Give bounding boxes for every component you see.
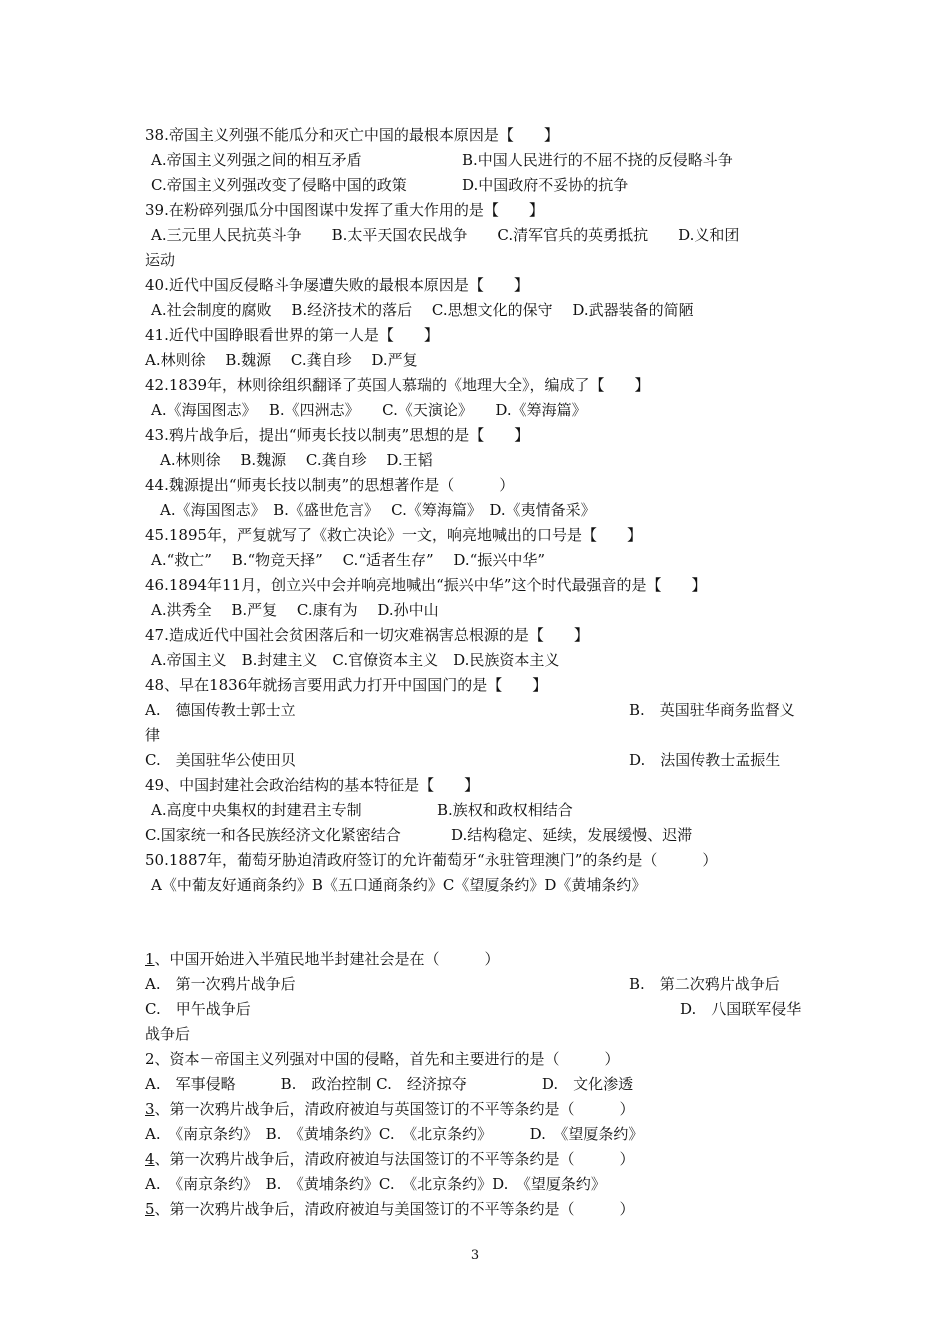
question-b1-text: 、中国开始进入半殖民地半封建社会是在（ ） bbox=[154, 950, 500, 968]
question-48-option-b-wrap: 律 bbox=[145, 726, 161, 744]
question-38-options-row-2 bbox=[145, 174, 810, 196]
question-b1-option-d-wrap: 战争后 bbox=[145, 1025, 191, 1043]
question-41-stem: 41.近代中国睁眼看世界的第一人是【 】 bbox=[145, 326, 439, 344]
question-b1-option-a: A. 第一次鸦片战争后 bbox=[145, 975, 296, 993]
question-45-stem: 45.1895年，严复就写了《救亡决论》一文，响亮地喊出的口号是【 】 bbox=[145, 526, 643, 544]
question-38-option-a: A.帝国主义列强之间的相互矛盾 bbox=[151, 151, 362, 169]
question-b1-number: 1 bbox=[145, 950, 155, 968]
question-b4-number: 4 bbox=[145, 1150, 155, 1168]
question-43-options: A.林则徐 B.魏源 C.龚自珍 D.王韬 bbox=[160, 451, 433, 469]
question-41-options: A.林则徐 B.魏源 C.龚自珍 D.严复 bbox=[145, 351, 418, 369]
question-b1-option-c: C. 甲午战争后 bbox=[145, 1000, 251, 1018]
question-b2-options: A. 军事侵略 B. 政治控制 C. 经济掠夺 D. 文化渗透 bbox=[145, 1075, 634, 1093]
question-49-stem: 49、中国封建社会政治结构的基本特征是【 】 bbox=[145, 776, 480, 794]
question-b3-number: 3 bbox=[145, 1100, 155, 1118]
question-b5-stem bbox=[145, 1198, 810, 1220]
question-b4-options: A. 《南京条约》 B. 《黄埔条约》C. 《北京条约》D. 《望厦条约》 bbox=[145, 1175, 606, 1193]
question-49-options-row-1 bbox=[145, 799, 810, 821]
question-42-options: A.《海国图志》 B.《四洲志》 C.《天演论》 D.《筹海篇》 bbox=[151, 401, 587, 419]
question-38-stem: 38.帝国主义列强不能瓜分和灭亡中国的最根本原因是【 】 bbox=[145, 126, 559, 144]
question-48-option-b: B. 英国驻华商务监督义 bbox=[629, 701, 795, 719]
question-38-option-d: D.中国政府不妥协的抗争 bbox=[462, 176, 629, 194]
question-b5-number: 5 bbox=[145, 1200, 155, 1218]
question-49-option-d: D.结构稳定、延续，发展缓慢、迟滞 bbox=[451, 826, 693, 844]
page-number: 3 bbox=[470, 1248, 480, 1263]
question-b4-stem bbox=[145, 1148, 810, 1170]
question-48-option-c: C. 美国驻华公使田贝 bbox=[145, 751, 296, 769]
question-b2-stem: 2、资本－帝国主义列强对中国的侵略，首先和主要进行的是（ ） bbox=[145, 1050, 620, 1068]
question-48-option-a: A. 德国传教士郭士立 bbox=[145, 701, 296, 719]
question-b1-options-row-2 bbox=[145, 998, 810, 1020]
question-49-options-row-2 bbox=[145, 824, 810, 846]
question-49-option-a: A.高度中央集权的封建君主专制 bbox=[151, 801, 362, 819]
question-b1-stem bbox=[145, 948, 810, 970]
question-44-stem: 44.魏源提出“师夷长技以制夷”的思想著作是（ ） bbox=[145, 476, 515, 494]
question-b1-option-b: B. 第二次鸦片战争后 bbox=[629, 975, 780, 993]
question-42-stem: 42.1839年，林则徐组织翻译了英国人慕瑞的《地理大全》，编成了【 】 bbox=[145, 376, 650, 394]
question-48-options-row-1 bbox=[145, 699, 810, 721]
question-49-option-b: B.族权和政权相结合 bbox=[437, 801, 573, 819]
question-38-options-row-1 bbox=[145, 149, 810, 171]
question-48-stem: 48、早在1836年就扬言要用武力打开中国国门的是【 】 bbox=[145, 676, 548, 694]
question-39-stem: 39.在粉碎列强瓜分中国图谋中发挥了重大作用的是【 】 bbox=[145, 201, 544, 219]
question-47-options: A.帝国主义 B.封建主义 C.官僚资本主义 D.民族资本主义 bbox=[151, 651, 560, 669]
question-46-options: A.洪秀全 B.严复 C.康有为 D.孙中山 bbox=[151, 601, 439, 619]
question-b4-text: 、第一次鸦片战争后，清政府被迫与法国签订的不平等条约是（ ） bbox=[154, 1150, 635, 1168]
question-b5-text: 、第一次鸦片战争后，清政府被迫与美国签订的不平等条约是（ ） bbox=[154, 1200, 635, 1218]
question-50-stem: 50.1887年，葡萄牙胁迫清政府签订的允许葡萄牙“永驻管理澳门”的条约是（ ） bbox=[145, 851, 718, 869]
question-40-options: A.社会制度的腐败 B.经济技术的落后 C.思想文化的保守 D.武器装备的简陋 bbox=[151, 301, 694, 319]
question-38-option-c: C.帝国主义列强改变了侵略中国的政策 bbox=[151, 176, 407, 194]
question-48-option-d: D. 法国传教士孟振生 bbox=[629, 751, 781, 769]
question-39-options: A.三元里人民抗英斗争 B.太平天国农民战争 C.清军官兵的英勇抵抗 D.义和团 bbox=[151, 226, 740, 244]
question-44-options: A.《海国图志》 B.《盛世危言》 C.《筹海篇》 D.《夷情备采》 bbox=[160, 501, 596, 519]
question-45-options: A.“救亡” B.“物竞天择” C.“适者生存” D.“振兴中华” bbox=[151, 551, 546, 569]
question-b1-options-row-1 bbox=[145, 973, 810, 995]
question-48-options-row-2 bbox=[145, 749, 810, 771]
question-49-option-c: C.国家统一和各民族经济文化紧密结合 bbox=[145, 826, 401, 844]
question-b1-option-d: D. 八国联军侵华 bbox=[680, 1000, 802, 1018]
question-b3-text: 、第一次鸦片战争后，清政府被迫与英国签订的不平等条约是（ ） bbox=[154, 1100, 635, 1118]
question-40-stem: 40.近代中国反侵略斗争屡遭失败的最根本原因是【 】 bbox=[145, 276, 529, 294]
question-38-option-b: B.中国人民进行的不屈不挠的反侵略斗争 bbox=[462, 151, 733, 169]
question-39-options-wrap: 运动 bbox=[145, 251, 176, 269]
question-b3-stem bbox=[145, 1098, 810, 1120]
question-46-stem: 46.1894年11月，创立兴中会并响亮地喊出“振兴中华”这个时代最强音的是【 】 bbox=[145, 576, 707, 594]
question-43-stem: 43.鸦片战争后，提出“师夷长技以制夷”思想的是【 】 bbox=[145, 426, 530, 444]
question-47-stem: 47.造成近代中国社会贫困落后和一切灾难祸害总根源的是【 】 bbox=[145, 626, 589, 644]
question-b3-options: A. 《南京条约》 B. 《黄埔条约》C. 《北京条约》 D. 《望厦条约》 bbox=[145, 1125, 644, 1143]
question-50-options: A《中葡友好通商条约》B《五口通商条约》C《望厦条约》D《黄埔条约》 bbox=[151, 876, 647, 894]
